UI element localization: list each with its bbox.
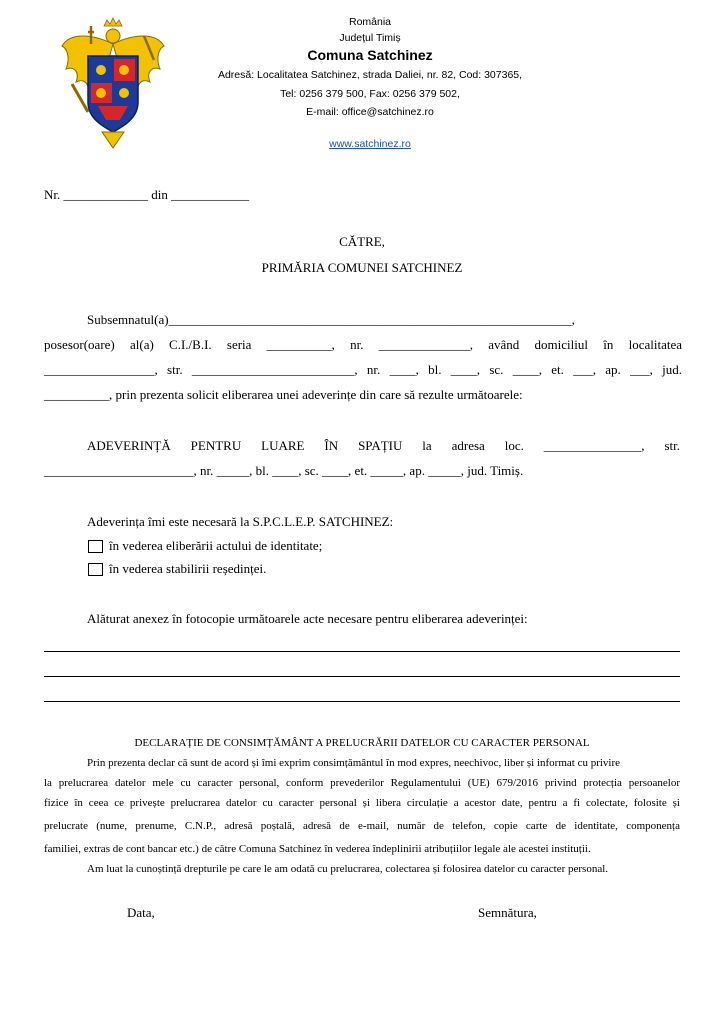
- request-line-3: _________________, str. _________________________, nr. ____, bl. ____, sc. ____, et. ___, ap. ___, jud.: [44, 362, 682, 377]
- consent-line-3: fizice în ceea ce privește prelucrarea datelor cu caracter personal și libera circulație a acestor date, pentru a fi colectate, folosite și: [44, 797, 680, 809]
- consent-line-5: familiei, extras de cont bancar etc.) de către Comuna Satchinez în vederea îndeplinirii atribuțiilor legale ale acestei instituții.: [44, 843, 591, 855]
- attachments-intro: Alăturat anexez în fotocopie următoarele acte necesare pentru eliberarea adeverinței:: [87, 611, 528, 626]
- certificate-line-1: ADEVERINȚĂ PENTRU LUARE ÎN SPAȚIU la adresa loc. _______________, str.: [87, 438, 680, 453]
- date-label: Data,: [127, 905, 155, 920]
- option-residence: în vederea stabilirii reședinței.: [109, 561, 267, 576]
- request-line-4: __________, prin prezenta solicit eliberarea unei adeverințe din care să rezulte următoarele:: [44, 387, 523, 402]
- request-line-2: posesor(oare) al(a) C.I./B.I. seria __________, nr. ______________, având domiciliul în localitatea: [44, 337, 682, 352]
- header-county: Județul Timiș: [339, 32, 401, 44]
- residence-checkbox[interactable]: [88, 563, 103, 576]
- header-phone: Tel: 0256 379 500, Fax: 0256 379 502,: [280, 88, 460, 100]
- addressee-line-2: PRIMĂRIA COMUNEI SATCHINEZ: [261, 260, 463, 275]
- request-line-1: Subsemnatul(a)______________________________________________________________,: [87, 312, 575, 327]
- registration-number-line: Nr. _____________ din ____________: [44, 187, 250, 202]
- addressee-line-1: CĂTRE,: [339, 234, 385, 249]
- attachment-line-1[interactable]: [44, 651, 680, 652]
- header-commune: Comuna Satchinez: [307, 47, 433, 63]
- header-website-link[interactable]: www.satchinez.ro: [329, 138, 411, 150]
- consent-line-4: prelucrate (nume, prenume, C.N.P., adresă poștală, adresă de e-mail, număr de telefon, copie carte de identitate, componența: [44, 820, 680, 832]
- certificate-line-2: _______________________, nr. _____, bl. ____, sc. ____, et. _____, ap. _____, jud. Timiș.: [44, 463, 524, 478]
- consent-line-6: Am luat la cunoștință drepturile pe care le am odată cu prelucrarea, colectarea și folosirea datelor cu caracter personal.: [87, 863, 609, 875]
- consent-title: DECLARAȚIE DE CONSIMȚĂMÂNT A PRELUCRĂRII DATELOR CU CARACTER PERSONAL: [134, 737, 590, 749]
- header-country: România: [348, 16, 392, 28]
- header-email: E-mail: office@satchinez.ro: [306, 106, 434, 118]
- header-address: Adresă: Localitatea Satchinez, strada Daliei, nr. 82, Cod: 307365,: [217, 69, 523, 81]
- option-identity-document: în vederea eliberării actului de identitate;: [109, 538, 323, 553]
- signature-label: Semnătura,: [478, 905, 537, 920]
- attachment-line-2[interactable]: [44, 676, 680, 677]
- attachment-line-3[interactable]: [44, 701, 680, 702]
- consent-line-1: Prin prezenta declar că sunt de acord și îmi exprim consimțământul în mod expres, neechivoc, liber și informat cu privire: [87, 757, 621, 769]
- consent-line-2: la prelucrarea datelor mele cu caracter personal, conform prevederilor Regulamentului (UE) 679/2016 privind protecția persoanelor: [44, 777, 680, 789]
- coat-of-arms-emblem: [58, 14, 168, 154]
- purpose-intro: Adeverința îmi este necesară la S.P.C.L.E.P. SATCHINEZ:: [87, 514, 394, 529]
- identity-document-checkbox[interactable]: [88, 540, 103, 553]
